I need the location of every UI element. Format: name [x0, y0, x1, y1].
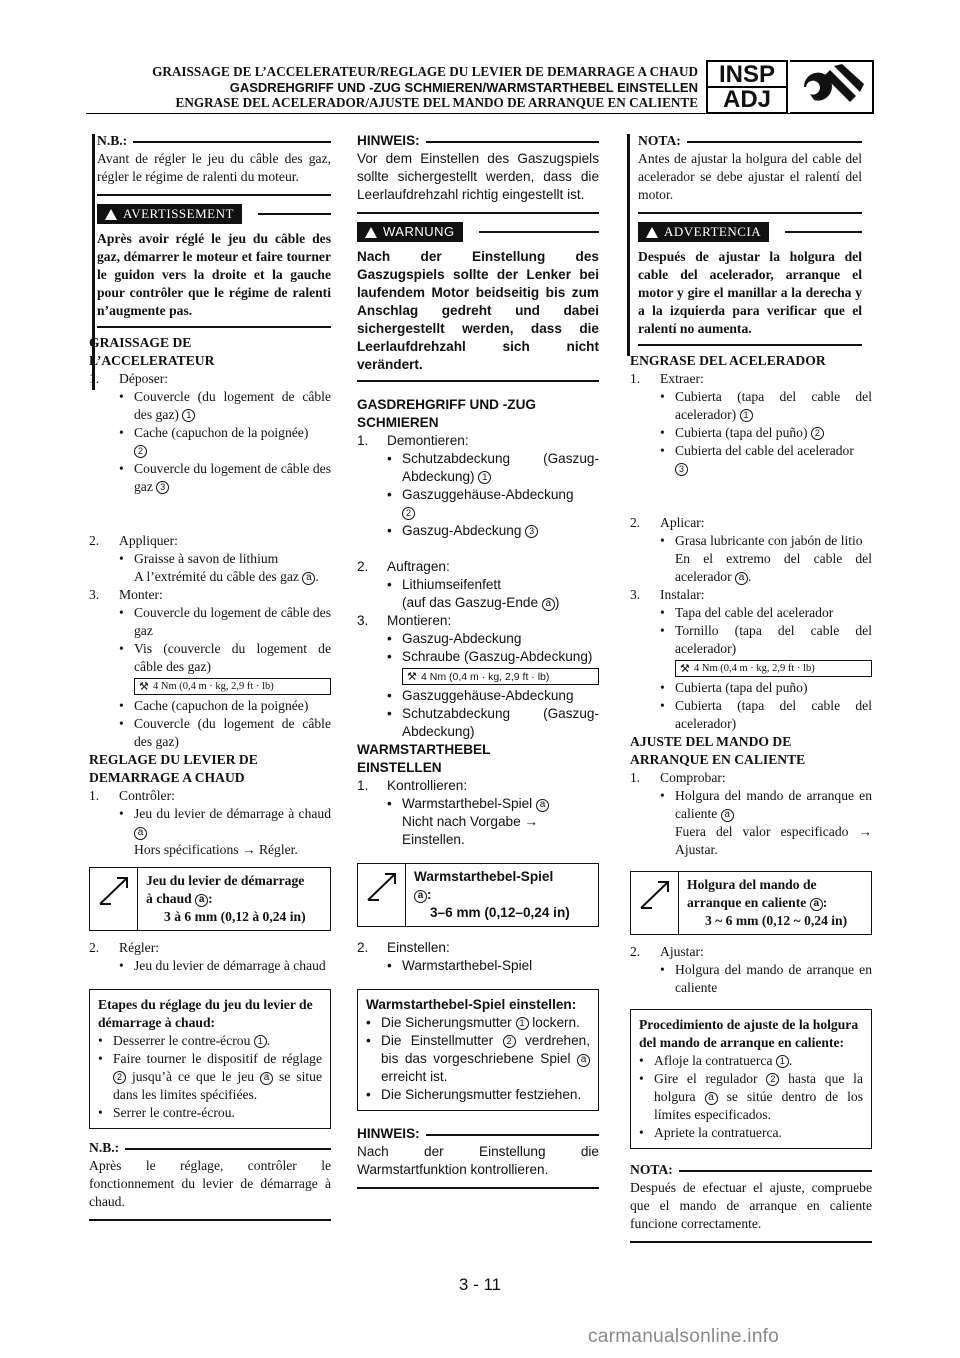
spec-box: Holgura del mando de arranque en caliente a : 3 ~ 6 mm (0,12 ~ 0,24 in) — [630, 871, 872, 935]
section-title-cont: EINSTELLEN — [357, 760, 442, 775]
bullet-cont: Hors spécifications → Régler. — [134, 842, 298, 857]
warning-label — [357, 222, 463, 242]
procedure-title: Etapes du réglage du jeu du levier de démarrage à chaud: — [98, 997, 313, 1030]
torque-spec — [134, 678, 331, 695]
bullet: Vis (couvercle du logement de câble des gaz) — [134, 641, 331, 674]
procedure-box: Etapes du réglage du jeu du levier de démarrage à chaud: • Desserrer le contre-écrou 1 . • Faire tourner le dispositif de réglage 2 jusqu’à ce que le jeu a se situe dans les limites spécifiées. • Serrer le contre-écrou. — [89, 989, 331, 1129]
watermark: carmanualsonline.info — [588, 1326, 780, 1347]
spec-wrench-icon — [358, 864, 406, 926]
step: Extraer: — [660, 371, 704, 386]
bullet-cont: Nicht nach Vorgabe → Einstellen. — [402, 814, 539, 847]
note-text: Avant de régler le jeu du câble des gaz, régler le régime de ralenti du moteur. — [97, 151, 331, 184]
bullet: Tapa del cable del acelerador — [675, 605, 834, 620]
warning-label — [638, 222, 769, 242]
warning-box — [97, 204, 331, 328]
note-title — [357, 1125, 599, 1143]
procedure-step: Apriete la contratuerca. — [654, 1125, 782, 1140]
spec-title: Holgura del mando de — [687, 877, 817, 892]
spec-title-cont: à chaud — [146, 891, 192, 906]
torque-value: 4 Nm (0,4 m · kg, 2,9 ft · lb) — [694, 662, 815, 674]
section-title-cont: L’ACCELERATEUR — [89, 353, 215, 368]
note-title — [630, 1161, 872, 1179]
bullet: Holgura del mando de arranque en caliente — [675, 788, 872, 821]
bullet: Schutzabdeckung (Gaszug-Abdeckung) — [402, 451, 599, 484]
step: Appliquer: — [119, 533, 178, 548]
torque-wrench-icon: ⚒ — [407, 670, 417, 683]
bullet: Cubierta (tapa del puño) — [675, 680, 808, 695]
header-divider — [86, 113, 874, 114]
bullet: Gaszug-Abdeckung — [402, 523, 522, 538]
header-line-es: ENGRASE DEL ACELERADOR/AJUSTE DEL MANDO DE ARRANQUE EN CALIENTE — [175, 95, 698, 110]
procedure-box: Procedimiento de ajuste de la holgura del mando de arranque en caliente: • Afloje la contratuerca 1 . • Gire el regulador 2 hasta que la holgura a se sitúe dentro de los límites especificados. • Apriete la contratuerca. — [630, 1009, 872, 1149]
bullet: Warmstarthebel-Spiel — [402, 796, 533, 811]
bullet: Gaszuggehäuse-Abdeckung — [402, 688, 574, 703]
step: Auftragen: — [387, 559, 450, 574]
step: Aplicar: — [660, 515, 705, 530]
bullet: Gaszug-Abdeckung — [402, 631, 522, 646]
note-label: N.B.: — [97, 133, 128, 148]
section-title-cont: ARRANQUE EN CALIENTE — [630, 752, 806, 767]
page-number: 3 - 11 — [458, 1275, 502, 1294]
note-label: HINWEIS: — [357, 1126, 420, 1141]
page-header — [86, 64, 698, 111]
spec-value: 3–6 mm (0,12–0,24 in) — [430, 905, 570, 920]
warning-text: Nach der Einstellung des Gaszugspiels sollte der Lenker bei laufendem Motor beidseitig bis zum Anschlag gedreht und dabei sichergestellt werden, dass die Leerlaufdrehzahl sich nicht verändert. — [357, 249, 599, 372]
spec-title-cont: arranque en caliente — [687, 895, 807, 910]
torque-value: 4 Nm (0,4 m · kg, 2,9 ft · lb) — [421, 670, 550, 683]
step: Kontrollieren: — [387, 778, 468, 793]
procedure-step: Faire tourner le dispositif de réglage — [113, 1051, 322, 1066]
bullet-cont: A l’extrémité du câble des gaz — [134, 569, 299, 584]
step: Einstellen: — [387, 940, 450, 955]
wrench-icon — [790, 60, 874, 114]
step: Montieren: — [387, 613, 452, 628]
warning-triangle-icon — [646, 227, 658, 238]
spec-value: 3 ~ 6 mm (0,12 ~ 0,24 in) — [705, 913, 848, 928]
step: Déposer: — [119, 371, 169, 386]
bullet-cont: En el extremo del cable del acelerador — [675, 551, 872, 584]
note-title — [357, 132, 599, 150]
procedure-title: Procedimiento de ajuste de la holgura del mando de arranque en caliente: — [639, 1017, 859, 1050]
bullet: Couvercle (du logement de câble des gaz) — [134, 389, 331, 422]
procedure-step-cont: jusqu’à ce que le jeu — [131, 1069, 255, 1084]
procedure-step-cont: erreicht ist. — [381, 1069, 448, 1084]
warning-label-text: AVERTISSEMENT — [123, 206, 234, 221]
torque-spec — [402, 668, 599, 685]
bullet: Jeu du levier de démarrage à chaud — [134, 958, 326, 973]
bullet: Couvercle du logement de câble des gaz — [134, 605, 331, 638]
note-text: Nach der Einstellung die Warmstartfunktion kontrollieren. — [357, 1144, 599, 1177]
warning-label — [97, 204, 242, 224]
section-title: REGLAGE DU LEVIER DE — [89, 752, 258, 767]
procedure-step: Die Einstellmutter — [381, 1033, 494, 1048]
divider — [357, 1187, 599, 1189]
section-title-cont: SCHMIEREN — [357, 415, 439, 430]
spec-wrench-icon — [631, 872, 679, 934]
header-line-de: GASDREHGRIFF UND -ZUG SCHMIEREN/WARMSTARTHEBEL EINSTELLEN — [229, 79, 698, 95]
torque-spec — [675, 660, 872, 677]
note-text: Después de efectuar el ajuste, compruebe que el mando de arranque en caliente funcione correctamente. — [630, 1180, 872, 1231]
section-title: WARMSTARTHEBEL — [357, 742, 491, 757]
spec-box: Warmstarthebel-Spiel a : 3–6 mm (0,12–0,24 in) — [357, 863, 599, 927]
bullet: Jeu du levier de démarrage à chaud — [134, 806, 331, 821]
note-label: N.B.: — [89, 1140, 120, 1155]
step: Contrôler: — [119, 788, 175, 803]
note-text: Après le réglage, contrôler le fonctionnement du levier de démarrage à chaud. — [89, 1158, 331, 1209]
bullet: Lithiumseifenfett — [402, 577, 501, 592]
step: Comprobar: — [660, 770, 726, 785]
step: Monter: — [119, 587, 163, 602]
warning-label-text: ADVERTENCIA — [664, 224, 762, 239]
warning-text: Après avoir réglé le jeu du câble des gaz, démarrer le moteur et faire tourner le guidon vers la droite et la gauche pour contrôler que le régime de ralenti n’augmente pas. — [97, 231, 331, 318]
spec-box: Jeu du levier de démarrage à chaud a : 3 à 6 mm (0,12 à 0,24 in) — [89, 867, 331, 931]
note-label: NOTA: — [638, 133, 681, 148]
bullet: Couvercle du logement de câble des gaz — [134, 461, 331, 494]
procedure-step: Desserrer le contre-écrou — [113, 1033, 251, 1048]
torque-wrench-icon: ⚒ — [139, 680, 149, 693]
bullet: Cubierta (tapa del puño) — [675, 425, 808, 440]
bullet: Holgura del mando de arranque en caliente — [675, 962, 872, 995]
warning-box — [357, 222, 599, 382]
procedure-step-cont: se situe dans les limites spécifiées. — [113, 1069, 322, 1102]
section-title: ENGRASE DEL ACELERADOR — [630, 353, 826, 368]
note-title — [89, 1139, 331, 1157]
divider — [97, 194, 331, 196]
bullet: Tornillo (tapa del cable del acelerador) — [675, 623, 872, 656]
procedure-title: Warmstarthebel-Spiel einstellen: — [366, 997, 577, 1012]
procedure-step: Die Sicherungsmutter — [381, 1015, 512, 1030]
header-line-fr: GRAISSAGE DE L’ACCELERATEUR/REGLAGE DU LEVIER DE DEMARRAGE A CHAUD — [152, 64, 698, 79]
note-title — [638, 132, 862, 150]
torque-value: 4 Nm (0,4 m · kg, 2,9 ft · lb) — [153, 680, 274, 692]
bullet: Gaszuggehäuse-Abdeckung — [402, 487, 574, 502]
section-title-cont: DEMARRAGE A CHAUD — [89, 770, 245, 785]
bullet: Grasa lubricante con jabón de litio — [675, 533, 863, 548]
divider — [89, 1219, 331, 1221]
bullet: Schutzabdeckung (Gaszug-Abdeckung) — [402, 706, 599, 739]
note-text: Antes de ajustar la holgura del cable del acelerador se debe ajustar el ralentí del motor. — [638, 151, 862, 202]
warning-triangle-icon — [365, 227, 377, 238]
column-german: HINWEIS: Vor dem Einstellen des Gaszugspiels sollte sichergestellt werden, dass die Leerlaufdrehzahl richtig eingestellt ist. WARNUNG Nach der Einstellung des Gaszugspiels sollte der Lenker bei laufendem Motor beidseitig bis zum Anschlag gedreht und dabei sichergestellt werden, dass die Leerlaufdrehzahl sich nicht verändert. GASDREHGRIFF UND -ZUG SCHMIEREN 1. Demontieren: • Schutzabdeckung (Gaszug-Abdeckung) 1 • Gaszuggehäuse-Abdeckung 2 • Gaszug-Abdeckung 3 2. Auftragen: • Lithiumseifenfett (auf das Gaszug-Ende a ) 3. Montieren: • Gaszug-Abdeckung • Schraube (Gaszug-Abdeckung) ⚒ 4 Nm (0,4 m · kg, 2,9 ft · lb) • Gaszuggehäuse-Abdeckung • Schutzabdeckung (Gaszug-Abdeckung) WARMSTARTHEBEL EINSTELLEN 1. Kontrollieren: • Warmstarthebel-Spiel a Nicht nach Vorgabe → Einstellen. Warmstarthebel-Spiel a : 3–6 mm (0,12–0,24 in) 2. Einstellen: • Warmstarthebel-Spiel Warmstarthebel-Spiel einstellen: • Die Sicherungsmutter 1 lockern. • Die Einstellmutter 2 verdrehen, bis das vorgeschriebene Spiel a erreicht ist. • Die Sicherungsmutter festziehen. HINWEIS: Nach der Einstellung die Warmstartfunktion kontrollieren. — [357, 128, 599, 1197]
bullet: Cache (capuchon de la poignée) — [134, 698, 309, 713]
procedure-step: Gire el regulador — [654, 1071, 758, 1086]
procedure-step: Afloje la contratuerca — [654, 1053, 773, 1068]
bullet: Graisse à savon de lithium — [134, 551, 279, 566]
divider — [357, 212, 599, 214]
step: Ajustar: — [660, 944, 704, 959]
procedure-step-cont: lockern. — [532, 1015, 580, 1030]
procedure-box: Warmstarthebel-Spiel einstellen: • Die Sicherungsmutter 1 lockern. • Die Einstellmutter 2 verdrehen, bis das vorgeschriebene Spiel a erreicht ist. • Die Sicherungsmutter festziehen. — [357, 989, 599, 1111]
procedure-step-cont: se sitúe dentro de los límites especificados. — [654, 1089, 864, 1122]
column-spanish: NOTA: Antes de ajustar la holgura del cable del acelerador se debe ajustar el ralentí del motor. ADVERTENCIA Después de ajustar la holgura del cable del acelerador, arranque el motor y gire el manillar a la derecha y a la izquierda para verificar que el ralentí no aumenta. ENGRASE DEL ACELERADOR 1. Extraer: • Cubierta (tapa del cable del acelerador) 1 • Cubierta (tapa del puño) 2 • Cubierta del cable del acelerador 3 2. Aplicar: • Grasa lubricante con jabón de litio En el extremo del cable del acelerador a . 3. Instalar: • Tapa del cable del acelerador • Tornillo (tapa del cable del acelerador) ⚒ 4 Nm (0,4 m · kg, 2,9 ft · lb) • Cubierta (tapa del puño) • Cubierta (tapa del cable del acelerador) AJUSTE DEL MANDO DE ARRANQUE EN CALIENTE 1. Comprobar: • Holgura del mando de arranque en caliente a Fuera del valor especificado → Ajustar. Holgura del mando de arranque en caliente a : 3 ~ 6 mm (0,12 ~ 0,24 in) 2. Ajustar: • Holgura del mando de arranque en caliente Procedimiento de ajuste de la holgura del mando de arranque en caliente: • Afloje la contratuerca 1 . • Gire el regulador 2 hasta que la holgura a se sitúe dentro de los límites especificados. • Apriete la contratuerca. NOTA: Después de efectuar el ajuste, compruebe que el mando de arranque en caliente funcione correctamente. — [630, 128, 872, 1251]
bullet: Cache (capuchon de la poignée) — [134, 425, 309, 440]
divider — [638, 212, 862, 214]
bullet: Schraube (Gaszug-Abdeckung) — [402, 649, 593, 664]
note-label: HINWEIS: — [357, 133, 420, 148]
procedure-step-cont: hasta que la holgura — [654, 1071, 863, 1104]
divider — [630, 1241, 872, 1243]
insp-adj-badge — [706, 60, 788, 114]
bullet-cont: Fuera del valor especificado → Ajustar. — [675, 824, 872, 857]
spec-value: 3 à 6 mm (0,12 à 0,24 in) — [164, 909, 306, 924]
section-title: AJUSTE DEL MANDO DE — [630, 734, 792, 749]
note-text: Vor dem Einstellen des Gaszugspiels sollte sichergestellt werden, dass die Leerlaufdrehzahl richtig eingestellt ist. — [357, 151, 599, 202]
column-french: N.B.: Avant de régler le jeu du câble des gaz, régler le régime de ralenti du moteur. AVERTISSEMENT Après avoir réglé le jeu du câble des gaz, démarrer le moteur et faire tourner le guidon vers la droite et la gauche pour contrôler que le régime de ralenti n’augmente pas. GRAISSAGE DE L’ACCELERATEUR 1. Déposer: • Couvercle (du logement de câble des gaz) 1 • Cache (capuchon de la poignée) 2 • Couvercle du logement de câble des gaz 3 2. Appliquer: • Graisse à savon de lithium A l’extrémité du câble des gaz a . 3. Monter: • Couvercle du logement de câble des gaz • Vis (couvercle du logement de câble des gaz) ⚒ 4 Nm (0,4 m · kg, 2,9 ft · lb) • Cache (capuchon de la poignée) • Couvercle (du logement de câble des gaz) REGLAGE DU LEVIER DE DEMARRAGE A CHAUD 1. Contrôler: • Jeu du levier de démarrage à chaud a Hors spécifications → Régler. Jeu du levier de démarrage à chaud a : 3 à 6 mm (0,12 à 0,24 in) 2. Régler: • Jeu du levier de démarrage à chaud Etapes du réglage du jeu du levier de démarrage à chaud: • Desserrer le contre-écrou 1 . • Faire tourner le dispositif de réglage 2 jusqu’à ce que le jeu a se situe dans les limites spécifiées. • Serrer le contre-écrou. N.B.: Après le réglage, contrôler le fonctionnement du levier de démarrage à chaud. — [89, 128, 331, 1229]
note-title — [97, 132, 331, 150]
bullet: Warmstarthebel-Spiel — [402, 958, 533, 973]
bullet: Couvercle (du logement de câble des gaz) — [134, 716, 331, 749]
warning-triangle-icon — [105, 209, 117, 220]
badge-insp: INSP — [708, 62, 786, 88]
step: Instalar: — [660, 587, 705, 602]
step: Demontieren: — [387, 433, 469, 448]
procedure-step-cont: verdrehen, bis das vorgeschriebene Spiel — [381, 1033, 590, 1066]
step: Régler: — [119, 940, 160, 955]
warning-text: Después de ajustar la holgura del cable del acelerador, arranque el motor y gire el manillar a la derecha y a la izquierda para verificar que el ralentí no aumenta. — [638, 249, 862, 336]
note-label: NOTA: — [630, 1162, 673, 1177]
spec-wrench-icon — [90, 868, 138, 930]
warning-box — [638, 222, 862, 346]
spec-title: Jeu du levier de démarrage — [146, 873, 305, 888]
bullet: Cubierta (tapa del cable del acelerador) — [675, 389, 872, 422]
procedure-step: Die Sicherungsmutter festziehen. — [381, 1087, 582, 1102]
warning-label-text: WARNUNG — [383, 224, 455, 239]
bullet: Cubierta (tapa del cable del acelerador) — [675, 698, 872, 731]
section-title: GRAISSAGE DE — [89, 335, 192, 350]
spec-title: Warmstarthebel-Spiel — [414, 869, 554, 884]
section-title: GASDREHGRIFF UND -ZUG — [357, 397, 536, 412]
procedure-step: Serrer le contre-écrou. — [113, 1105, 235, 1120]
badge-adj: ADJ — [722, 86, 771, 113]
bullet-cont: (auf das Gaszug-Ende — [402, 595, 539, 610]
torque-wrench-icon: ⚒ — [680, 662, 690, 675]
bullet: Cubierta del cable del acelerador — [675, 443, 854, 458]
